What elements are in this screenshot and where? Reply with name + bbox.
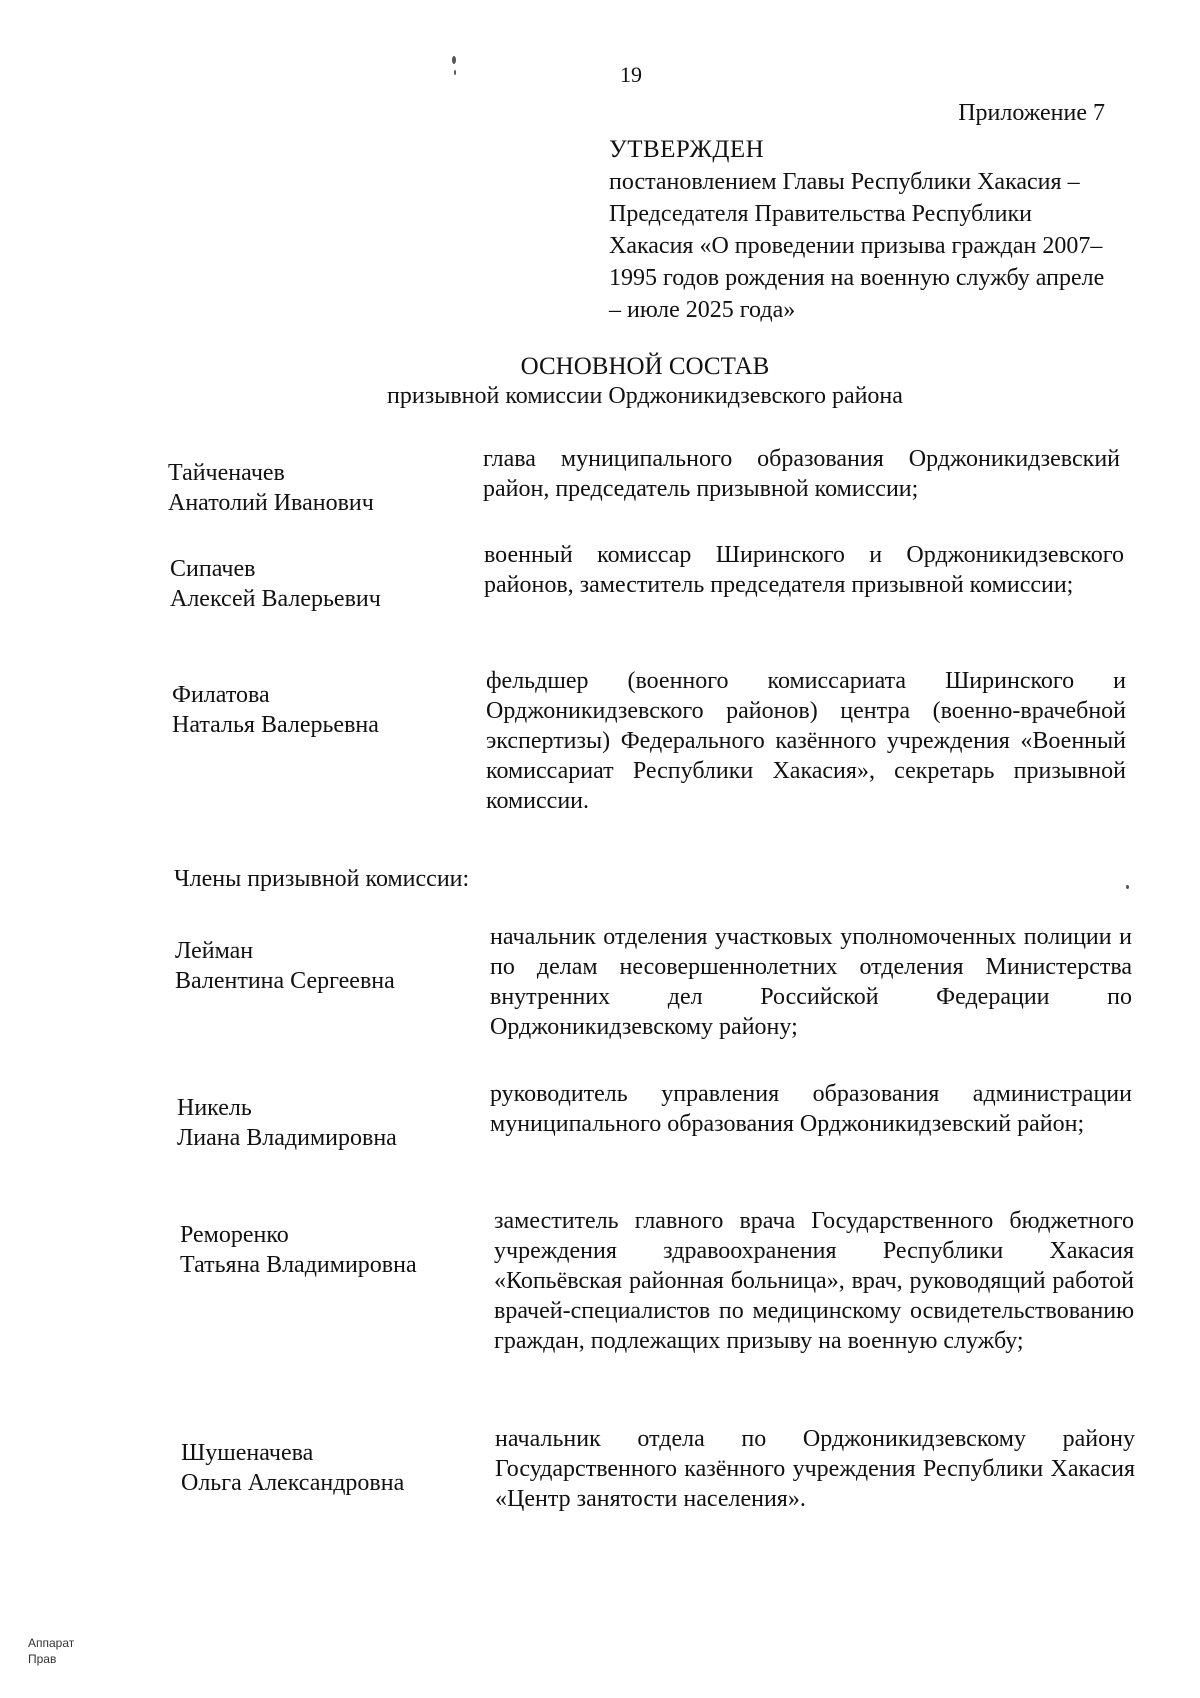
person-role: фельдшер (военного комиссариата Ширинского и Орджоникидзевского районов) центра (военно-врачебной экспертизы) Федерального казённого учреждения «Военный комиссариат Республики Хакасия», секретарь призывной комиссии. [486, 668, 1126, 814]
person-given-names: Алексей Валерьевич [170, 586, 381, 612]
document-subtitle: призывной комиссии Орджоникидзевского района [387, 383, 903, 409]
person-given-names: Наталья Валерьевна [172, 712, 379, 738]
approval-block [609, 134, 1109, 326]
person-role: начальник отделения участковых уполномоченных полиции и по делам несовершеннолетних отделения Министерства внутренних дел Российской Федерации по Орджоникидзевскому району; [490, 924, 1132, 1040]
person-role: глава муниципального образования Орджоникидзевский район, председатель призывной комиссии; [483, 446, 1120, 502]
person-name [170, 554, 470, 614]
person-given-names: Лиана Владимировна [177, 1125, 397, 1151]
appendix-label: Приложение 7 [958, 100, 1105, 126]
person-surname: Никель [177, 1095, 252, 1121]
person-role: начальник отдела по Орджоникидзевскому району Государственного казённого учреждения Республики Хакасия «Центр занятости населения». [495, 1426, 1135, 1512]
approval-text: постановлением Главы Республики Хакасия – Председателя Правительства Республики Хакасия «О проведении призыва граждан 2007–1995 годов рождения на военную службу апреле – июле 2025 года» [609, 169, 1105, 323]
person-surname: Тайченачев [168, 460, 285, 486]
scan-speck [454, 70, 456, 75]
person-given-names: Татьяна Владимировна [180, 1252, 417, 1278]
person-name [175, 936, 475, 996]
document-title: ОСНОВНОЙ СОСТАВ [520, 353, 770, 380]
person-surname: Реморенко [180, 1222, 289, 1248]
footer-stamp-line: Прав [28, 1652, 57, 1666]
person-role: военный комиссар Ширинского и Орджоникидзевского районов, заместитель председателя призывной комиссии; [484, 542, 1124, 598]
person-name [181, 1438, 481, 1498]
person-name [177, 1093, 477, 1153]
person-given-names: Анатолий Иванович [168, 490, 374, 516]
person-given-names: Валентина Сергеевна [175, 968, 395, 994]
person-surname: Сипачев [170, 556, 256, 582]
person-role: заместитель главного врача Государственного бюджетного учреждения здравоохранения Республики Хакасия «Копьёвская районная больница», врач, руководящий работой врачей-специалистов по медицинскому освидетельствованию граждан, подлежащих призыву на военную службу; [494, 1208, 1134, 1354]
page-number: 19 [620, 62, 642, 87]
members-heading: Члены призывной комиссии: [174, 866, 470, 892]
person-name [172, 680, 472, 740]
person-surname: Шушеначева [181, 1440, 314, 1466]
person-surname: Лейман [175, 938, 254, 964]
approved-heading: УТВЕРЖДЕН [609, 136, 765, 163]
person-name [180, 1220, 480, 1280]
person-given-names: Ольга Александровна [181, 1470, 405, 1496]
person-role: руководитель управления образования администрации муниципального образования Орджоникидзевский район; [490, 1081, 1132, 1137]
scan-speck [1126, 885, 1129, 889]
footer-stamp-line: Аппарат [28, 1636, 75, 1650]
scan-speck [452, 56, 456, 64]
person-surname: Филатова [172, 682, 270, 708]
person-name [168, 458, 468, 518]
